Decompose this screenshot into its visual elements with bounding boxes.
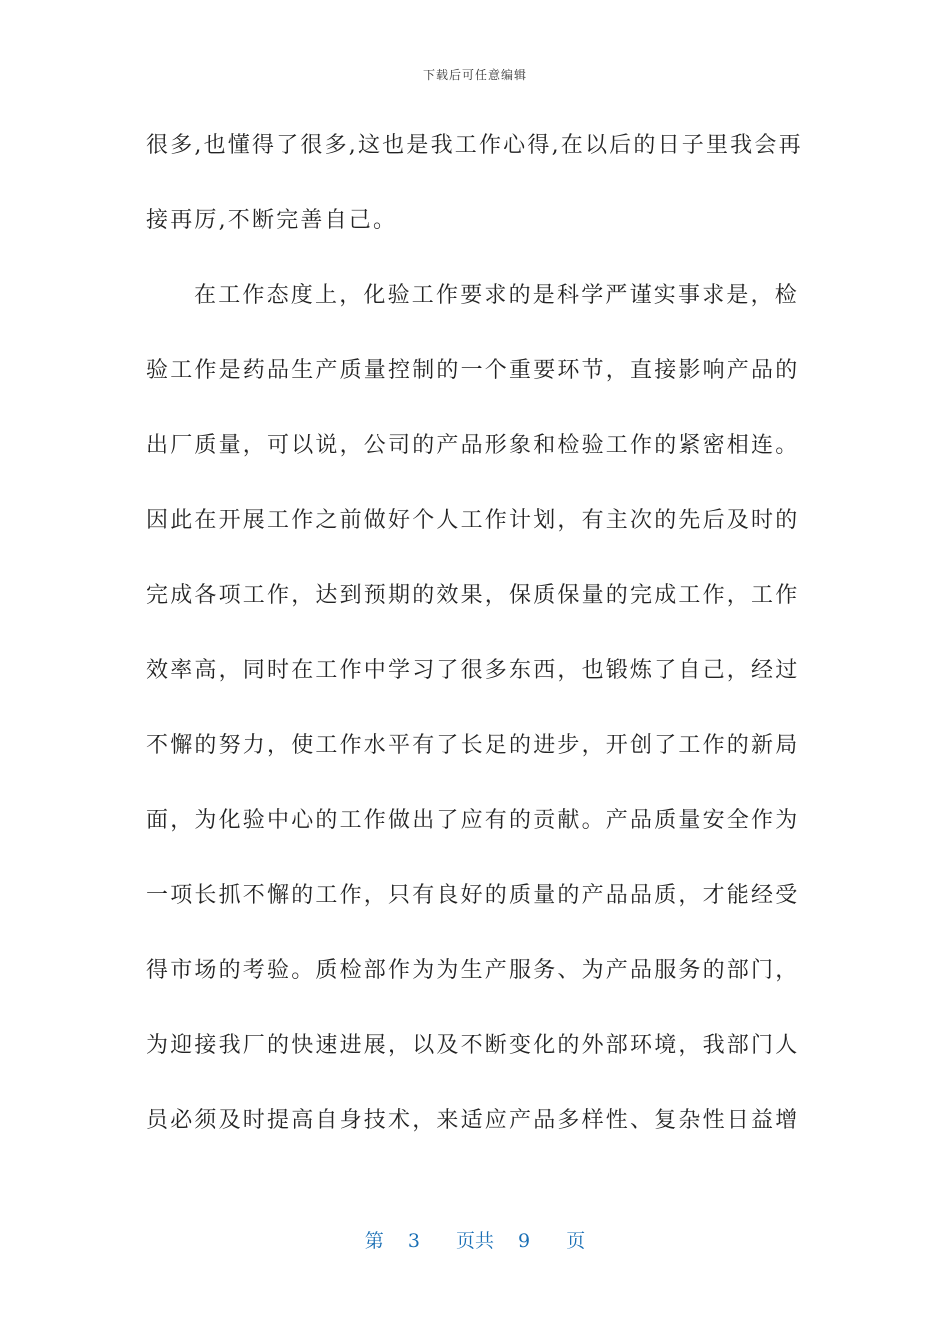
header-note: 下载后可任意编辑 xyxy=(422,68,527,82)
current-page-number: 3 xyxy=(407,1230,420,1252)
paragraph-line: 因此在开展工作之前做好个人工作计划，有主次的先后及时的 xyxy=(146,508,800,533)
paragraph-line: 为迎接我厂的快速进展，以及不断变化的外部环境，我部门人 xyxy=(146,1033,800,1058)
paragraph-line: 验工作是药品生产质量控制的一个重要环节，直接影响产品的 xyxy=(146,358,800,383)
paragraph-line: 员必须及时提高自身技术，来适应产品多样性、复杂性日益增 xyxy=(146,1108,800,1133)
page-label-suffix: 页 xyxy=(566,1230,586,1252)
total-page-number: 9 xyxy=(518,1230,531,1252)
page-label-prefix: 第 xyxy=(364,1230,384,1252)
paragraph-line: 一项长抓不懈的工作，只有良好的质量的产品品质，才能经受 xyxy=(146,883,800,908)
paragraph-line: 效率高，同时在工作中学习了很多东西，也锻炼了自己，经过 xyxy=(146,658,800,683)
paragraph-line: 出厂质量，可以说，公司的产品形象和检验工作的紧密相连。 xyxy=(146,433,800,458)
document-body xyxy=(146,108,806,1158)
paragraph-line: 完成各项工作，达到预期的效果，保质保量的完成工作，工作 xyxy=(146,583,800,608)
paragraph-line: 在工作态度上，化验工作要求的是科学严谨实事求是，检 xyxy=(194,283,800,308)
paragraph-line: 面，为化验中心的工作做出了应有的贡献。产品质量安全作为 xyxy=(146,808,800,833)
page-label-middle: 页共 xyxy=(455,1230,494,1252)
paragraph-line: 不懈的努力，使工作水平有了长足的进步，开创了工作的新局 xyxy=(146,733,800,758)
paragraph-line: 接再厉,不断完善自己。 xyxy=(146,208,398,233)
paragraph-line: 得市场的考验。质检部作为为生产服务、为产品服务的部门， xyxy=(146,958,800,983)
page-footer xyxy=(0,1226,950,1253)
paragraph-line: 很多,也懂得了很多,这也是我工作心得,在以后的日子里我会再 xyxy=(146,133,803,158)
